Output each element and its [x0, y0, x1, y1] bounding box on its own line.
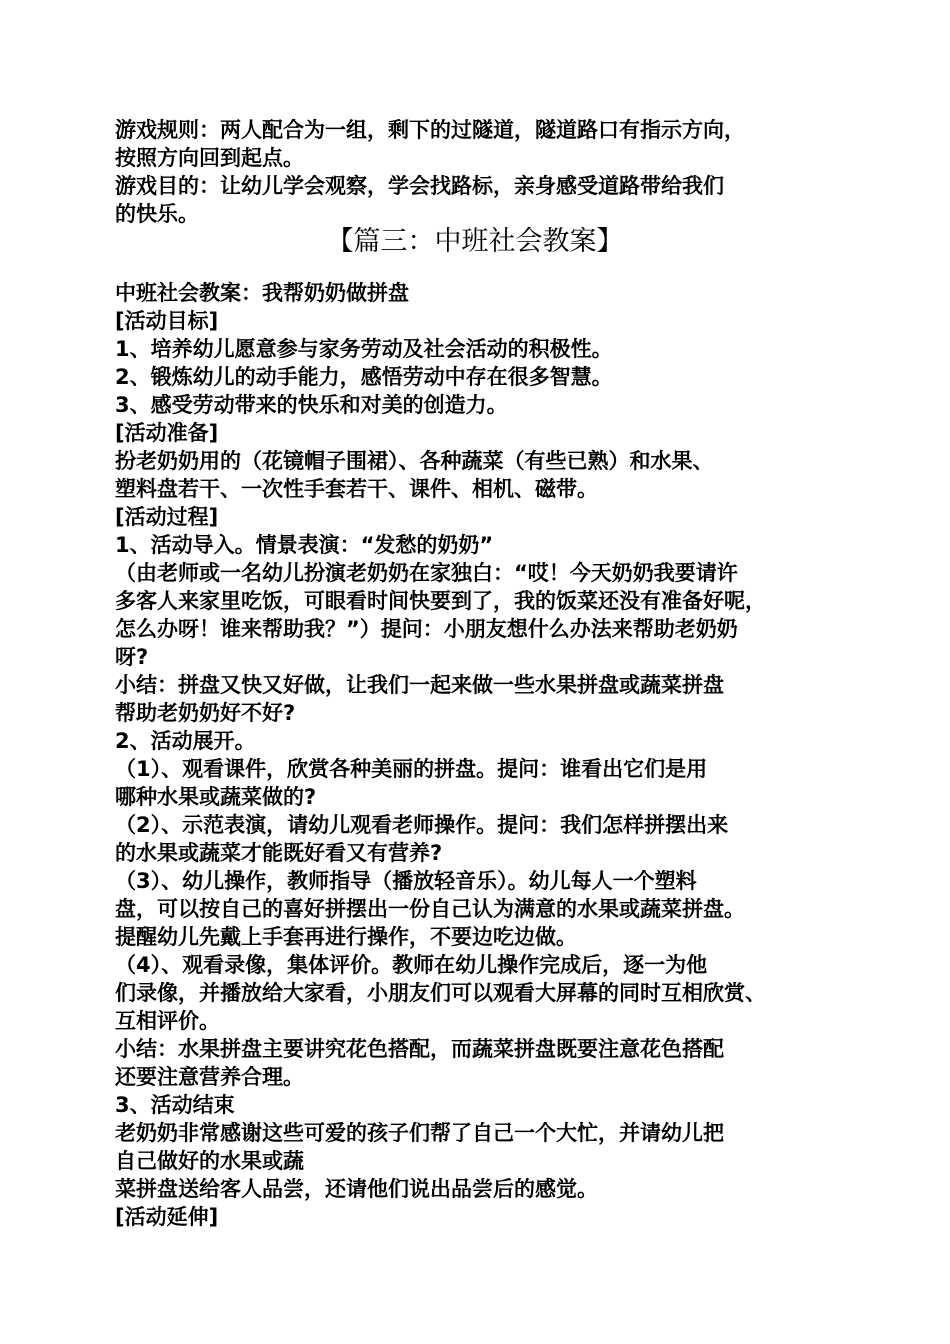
body-line: （由老师或一名幼儿扮演老奶奶在家独白：“哎！今天奶奶我要请许	[115, 561, 738, 585]
body-line: 互相评价。	[115, 1009, 220, 1033]
intro-line: 按照方向回到起点。	[115, 146, 304, 170]
body-line: 2、锻炼幼儿的动手能力，感悟劳动中存在很多智慧。	[115, 365, 613, 389]
body-line: 呀?	[115, 645, 149, 669]
intro-line: 的快乐。	[115, 202, 199, 226]
heading-activity-process: [活动过程]	[115, 505, 219, 529]
intro-line: 游戏规则：两人配合为一组，剩下的过隧道，隧道路口有指示方向，	[115, 118, 745, 142]
heading-activity-preparation: [活动准备]	[115, 421, 219, 445]
body-line: 老奶奶非常感谢这些可爱的孩子们帮了自己一个大忙，并请幼儿把	[115, 1121, 724, 1145]
body-line: 多客人来家里吃饭，可眼看时间快要到了，我的饭菜还没有准备好呢，	[115, 589, 766, 613]
section-title: 【篇三：中班社会教案】	[326, 226, 624, 257]
body-line: 哪种水果或蔬菜做的?	[115, 785, 317, 809]
body-line: 还要注意营养合理。	[115, 1065, 304, 1089]
body-line: 盘，可以按自己的喜好拼摆出一份自己认为满意的水果或蔬菜拼盘。	[115, 897, 745, 921]
heading-activity-extension: [活动延伸]	[115, 1205, 219, 1229]
body-line: （1）、观看课件，欣赏各种美丽的拼盘。提问：谁看出它们是用	[115, 757, 708, 781]
body-line: 3、感受劳动带来的快乐和对美的创造力。	[115, 393, 508, 417]
body-line: 菜拼盘送给客人品尝，还请他们说出品尝后的感觉。	[115, 1177, 598, 1201]
body-line: 提醒幼儿先戴上手套再进行操作，不要边吃边做。	[115, 925, 577, 949]
body-line: 1、培养幼儿愿意参与家务劳动及社会活动的积极性。	[115, 337, 613, 361]
body-line: 自己做好的水果或蔬	[115, 1149, 304, 1173]
body-line: 们录像，并播放给大家看，小朋友们可以观看大屏幕的同时互相欣赏、	[115, 981, 766, 1005]
body-line: 小结：水果拼盘主要讲究花色搭配，而蔬菜拼盘既要注意花色搭配	[115, 1037, 724, 1061]
heading-activity-goals: [活动目标]	[115, 309, 219, 333]
body-line: 怎么办呀！谁来帮助我？”）提问：小朋友想什么办法来帮助老奶奶	[115, 617, 738, 641]
body-line: 3、活动结束	[115, 1093, 235, 1117]
body-line: 塑料盘若干、一次性手套若干、课件、相机、磁带。	[115, 477, 598, 501]
body-line: （4）、观看录像，集体评价。教师在幼儿操作完成后，逐一为他	[115, 953, 708, 977]
body-line: 2、活动展开。	[115, 729, 256, 753]
intro-line: 游戏目的：让幼儿学会观察，学会找路标，亲身感受道路带给我们	[115, 174, 724, 198]
lesson-title: 中班社会教案：我帮奶奶做拼盘	[115, 281, 409, 305]
body-line: 的水果或蔬菜才能既好看又有营养?	[115, 841, 443, 865]
body-line: （2）、示范表演，请幼儿观看老师操作。提问：我们怎样拼摆出来	[115, 813, 729, 837]
body-line: 扮老奶奶用的（花镜帽子围裙）、各种蔬菜（有些已熟）和水果、	[115, 449, 714, 473]
body-line: （3）、幼儿操作，教师指导（播放轻音乐）。幼儿每人一个塑料	[115, 869, 697, 893]
body-line: 1、活动导入。情景表演：“发愁的奶奶”	[115, 533, 494, 557]
body-line: 小结：拼盘又快又好做，让我们一起来做一些水果拼盘或蔬菜拼盘	[115, 673, 724, 697]
body-line: 帮助老奶奶好不好?	[115, 701, 296, 725]
